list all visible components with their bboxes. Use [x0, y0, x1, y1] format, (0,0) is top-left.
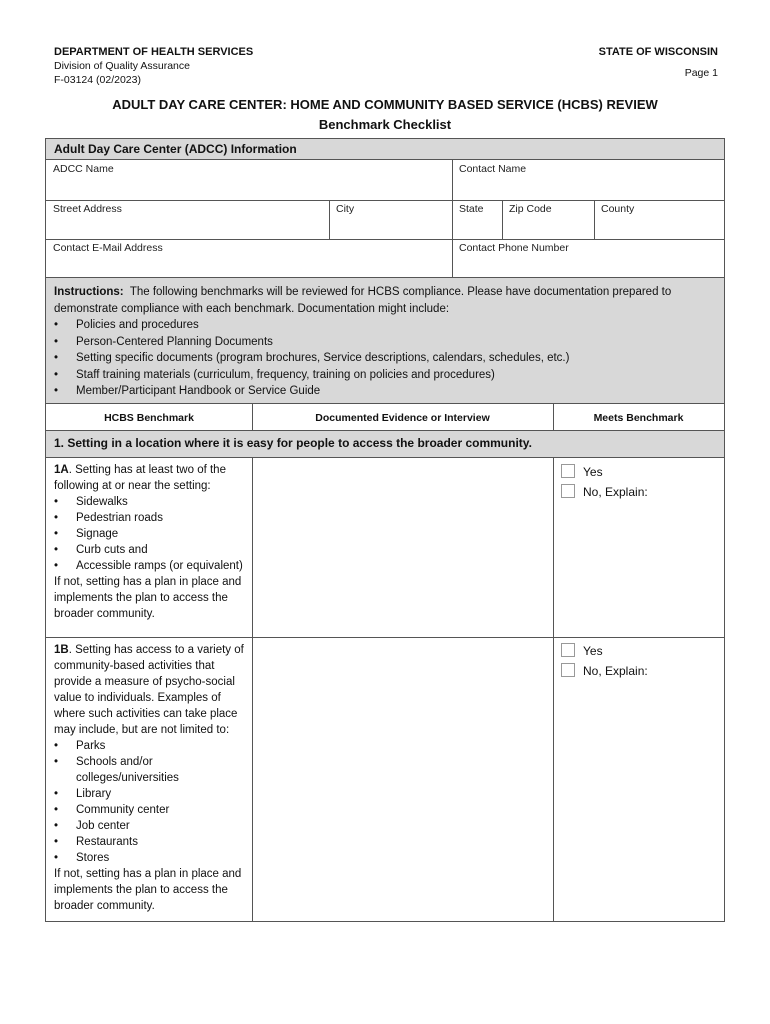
instructions-section — [45, 278, 725, 404]
benchmark-1b-id: 1B — [54, 644, 69, 656]
yes-checkbox-1b[interactable]: Yes — [561, 643, 603, 658]
division-name: Division of Quality Assurance — [54, 60, 190, 72]
adcc-info-heading: Adult Day Care Center (ADCC) Information — [46, 139, 724, 160]
benchmark-1b-list — [54, 738, 250, 866]
benchmark-1b-intro: 1B. Setting has access to a variety of community-based activities that provide a measure of psycho-social value to individuals. Examples of where such activities can take place may include, but are not limited to: — [54, 644, 244, 736]
benchmark-table — [45, 404, 725, 922]
checkbox-icon — [561, 663, 575, 677]
benchmark-1b — [54, 642, 250, 914]
evidence-field-1a[interactable] — [253, 459, 553, 637]
evidence-field-1b[interactable] — [253, 638, 553, 921]
adcc-name-field[interactable] — [46, 160, 452, 200]
documentation-list — [54, 317, 716, 400]
zip-code-field[interactable] — [502, 200, 594, 240]
column-header-benchmark: HCBS Benchmark — [104, 412, 194, 424]
street-address-label: Street Address — [53, 203, 122, 215]
adcc-info-section — [45, 138, 725, 278]
page-number: Page 1 — [684, 67, 718, 79]
no-checkbox-1a[interactable]: No, Explain: — [561, 484, 648, 499]
contact-name-label: Contact Name — [459, 163, 527, 175]
yes-checkbox-1a[interactable]: Yes — [561, 464, 603, 479]
list-item: • Community center — [54, 802, 250, 818]
list-item: • Setting specific documents (program brochures, Service descriptions, calendars, schedules, etc.) — [54, 350, 716, 367]
column-header-evidence: Documented Evidence or Interview — [315, 412, 490, 424]
header-right — [599, 45, 718, 80]
list-item: • Sidewalks — [54, 494, 250, 510]
column-header-meets: Meets Benchmark — [593, 412, 684, 424]
state-name: STATE OF WISCONSIN — [598, 46, 718, 58]
list-item: • Policies and procedures — [54, 317, 716, 334]
benchmark-1a-outro: If not, setting has a plan in place and implements the plan to access the broader community. — [54, 576, 242, 620]
instructions-label: Instructions: — [54, 286, 124, 298]
list-item: • Signage — [54, 526, 250, 542]
instructions-body: The following benchmarks will be reviewed for HCBS compliance. Please have documentation prepared to demonstrate compliance with each benchmark. Documentation might include: — [54, 286, 672, 315]
zip-code-label: Zip Code — [509, 203, 552, 215]
no-checkbox-1b[interactable]: No, Explain: — [561, 663, 648, 678]
list-item: • Curb cuts and — [54, 542, 250, 558]
title-sub: Benchmark Checklist — [318, 117, 452, 132]
benchmark-1a-intro: 1A. Setting has at least two of the following at or near the setting: — [54, 464, 226, 492]
checkbox-icon — [561, 464, 575, 478]
department-name: DEPARTMENT OF HEALTH SERVICES — [54, 46, 254, 58]
street-address-field[interactable] — [46, 200, 329, 240]
benchmark-1a-id: 1A — [54, 464, 69, 476]
list-item: • Pedestrian roads — [54, 510, 250, 526]
instructions-text — [54, 284, 716, 317]
header-left — [54, 45, 253, 87]
contact-email-label: Contact E-Mail Address — [53, 242, 163, 254]
list-item: • Stores — [54, 850, 250, 866]
list-item: • Parks — [54, 738, 250, 754]
state-field[interactable] — [452, 200, 502, 240]
benchmark-1b-outro: If not, setting has a plan in place and implements the plan to access the broader community. — [54, 868, 242, 912]
form-number: F-03124 (02/2023) — [54, 74, 141, 86]
city-label: City — [336, 203, 355, 215]
document-title — [0, 95, 770, 135]
section-1-heading: 1. Setting in a location where it is easy for people to access the broader community. — [46, 430, 724, 458]
list-item: • Staff training materials (curriculum, frequency, training on policies and procedures) — [54, 367, 716, 384]
city-field[interactable] — [329, 200, 452, 240]
state-label: State — [459, 203, 484, 215]
contact-phone-label: Contact Phone Number — [459, 242, 569, 254]
benchmark-1a — [54, 462, 250, 622]
adcc-name-label: ADCC Name — [53, 163, 114, 175]
county-field[interactable] — [594, 200, 724, 240]
list-item: • Job center — [54, 818, 250, 834]
list-item: • Member/Participant Handbook or Service Guide — [54, 383, 716, 400]
contact-phone-field[interactable] — [452, 239, 724, 277]
contact-name-field[interactable] — [452, 160, 724, 200]
list-item: • Library — [54, 786, 250, 802]
checkbox-icon — [561, 643, 575, 657]
benchmark-1a-list — [54, 494, 250, 574]
title-main: ADULT DAY CARE CENTER: HOME AND COMMUNITY BASED SERVICE (HCBS) REVIEW — [112, 97, 658, 112]
list-item: • Restaurants — [54, 834, 250, 850]
contact-email-field[interactable] — [46, 239, 452, 277]
list-item: • Accessible ramps (or equivalent) — [54, 558, 250, 574]
list-item: • Schools and/or colleges/universities — [54, 754, 250, 786]
list-item: • Person-Centered Planning Documents — [54, 334, 716, 351]
checkbox-icon — [561, 484, 575, 498]
county-label: County — [601, 203, 635, 215]
